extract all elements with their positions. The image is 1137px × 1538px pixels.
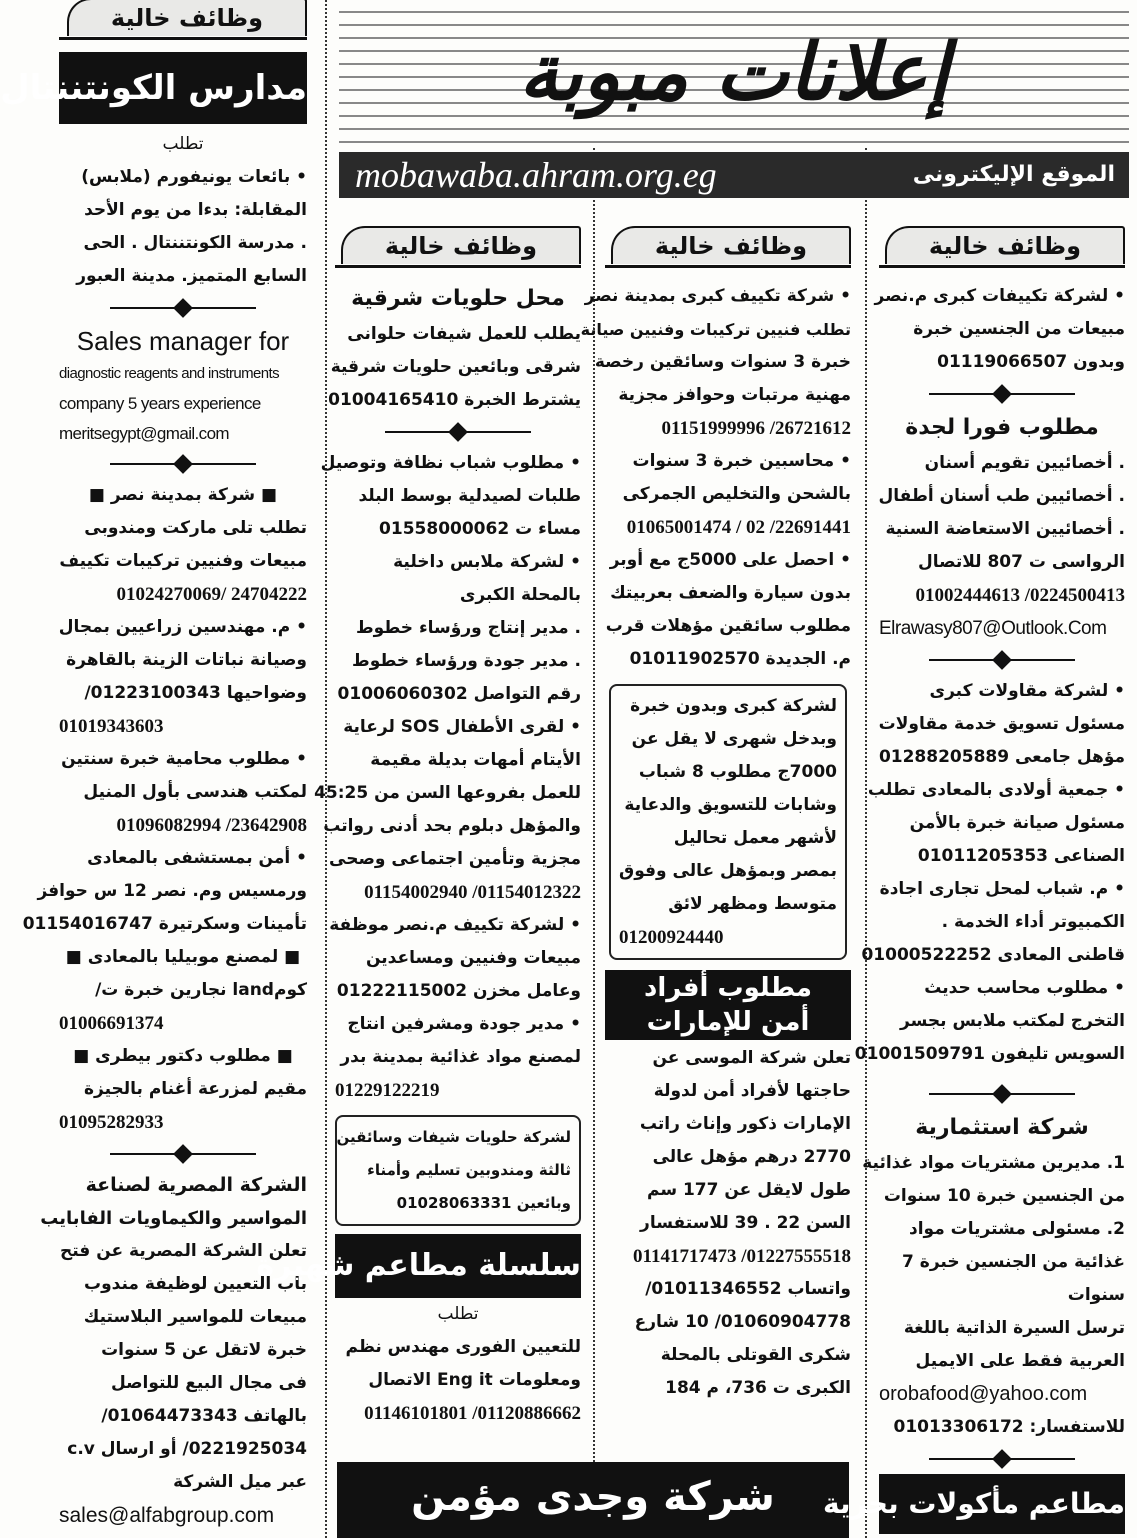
ad-line: • لشركة تكييف م.نصر موظفة — [329, 915, 581, 935]
ad-uniform — [59, 161, 307, 293]
banner-continental: مدارس الكونتننتال — [59, 52, 307, 124]
banner-line: أمن للإمارات — [646, 1007, 810, 1037]
ad-line: ورمسيس وم. نصر 12 س حوافز — [37, 881, 307, 901]
ad-line: • لقرى الأطفال SOS لرعاية — [343, 717, 581, 737]
ad-sales-manager — [59, 359, 307, 449]
ad-line: لشركة حلويات شيفات وسائقين — [336, 1128, 571, 1146]
ad-line: . مدير جودة ورؤساء خطوط — [352, 651, 581, 671]
column-3 — [580, 222, 851, 1454]
ad-line: . أخصائيين الاستعاضة السنية — [885, 519, 1125, 539]
ad-awladi-association — [867, 774, 1125, 873]
ad-line: وبدخل شهرى لا يقل عن — [631, 729, 837, 749]
section-header — [335, 222, 581, 270]
ad-line: مبيعات للمواسير البلاستيك — [83, 1307, 307, 1327]
ad-title: الشركة المصرية لصناعة — [85, 1174, 307, 1196]
ad-line: العربية فقط على الايميل — [915, 1351, 1125, 1371]
ad-phone: 01154012322/ 01154002940 — [364, 882, 581, 903]
ad-line: غذائية من الجنسين خبرة 7 — [902, 1252, 1125, 1272]
ad-title: ■ لمصنع موبيليا بالمعادى ■ — [65, 947, 301, 967]
ad-line: الكمبيوتر أداء الخدمة . — [941, 912, 1125, 932]
ad-title: شركة استثمارية — [915, 1115, 1089, 1140]
ad-line: لمصنع مواد غذائية بمدينة بدر — [340, 1047, 581, 1067]
banner-restaurant-chain: سلسلة مطاعم شهيرة — [335, 1234, 581, 1298]
ad-line: بالمحلة الكبرى — [459, 585, 581, 605]
ad-accountants — [605, 445, 851, 544]
ad-line: لمكتب هندسى بأول المنيل — [83, 782, 307, 802]
ad-line: طلبات لصيدلية بوسط البلد — [358, 486, 581, 506]
ad-phone: 01229122219 — [335, 1080, 440, 1101]
ad-line: الإمارات ذكور وإناث راتب — [639, 1114, 851, 1134]
ad-line: قاطنى المعادى 01000522252 — [861, 945, 1125, 965]
divider — [59, 293, 307, 323]
ad-line: لشركة كبرى وبدون خبرة — [630, 696, 837, 716]
ad-line: واتساب 01011346552/ — [645, 1279, 851, 1299]
ad-line: • بائعات يونيفورم (ملابس) — [81, 167, 307, 187]
divider — [59, 1139, 307, 1169]
ad-email[interactable]: orobafood@yahoo.com — [879, 1383, 1088, 1405]
banner-security-uae — [605, 970, 851, 1040]
ad-investment-company — [862, 1147, 1125, 1444]
ad-line: مبيعات وفنيين تركيبات تكييف — [59, 551, 307, 571]
ad-phone: 0224500413/ 01002444613 — [915, 585, 1125, 606]
ad-line: 0221925034/ أو ارسال c.v — [67, 1439, 307, 1459]
ad-line: • شركة تكييف كبرى بمدينة نصر — [584, 286, 851, 306]
ad-line: يطلب للعمل شيفات حلوانى — [347, 324, 581, 344]
ad-title: المواسير والكيماويات الفابايب — [40, 1208, 307, 1229]
boxed-ad-sweets-company — [335, 1115, 581, 1226]
ad-uber — [605, 544, 851, 676]
ad-nasr-city — [59, 479, 307, 611]
ad-line: وشابات للتسويق والدعاية — [624, 795, 837, 815]
ad-line: الأيتام أمهات بديلة مقيمة — [370, 750, 581, 770]
ad-line: والمؤهل دبلوم بحد أدنى رواتب — [323, 816, 581, 836]
section-header-label: وظائف خالية — [885, 226, 1125, 264]
ad-line: وضواحيها 01223100343/ — [84, 683, 307, 703]
ad-phone: 01120886662/ 01146101801 — [364, 1403, 581, 1424]
ad-phone: 01006691374 — [59, 1013, 164, 1034]
ad-line: شكرى القوتلى بالمحلة — [660, 1345, 851, 1365]
ad-line: مساء ت 01558000062 — [379, 519, 581, 539]
ad-agri-engineers — [59, 611, 307, 743]
ad-line: مبيعات من الجنسين خبرة — [913, 319, 1125, 339]
ad-sales-manager-title: Sales manager for — [76, 326, 290, 356]
ad-line: عبر ميل الشركة — [173, 1472, 307, 1492]
ad-line: . أخصائيين تقويم أسنان — [924, 453, 1125, 473]
ad-security-hospital — [22, 842, 307, 941]
ad-line: 2770 درهم مؤهل عالى — [652, 1147, 851, 1167]
ad-vet — [59, 1040, 307, 1139]
ad-line: • احصل على 5000ج مع أوبر — [609, 550, 851, 570]
subtitle: تطلب — [437, 1304, 479, 1324]
ad-line: لأشهر معمل تحاليل — [673, 828, 837, 848]
ad-line: ترسل السيرة الذاتية باللغة — [903, 1318, 1125, 1338]
header-rule — [879, 265, 1125, 268]
ad-line: يشترط الخبرة 01004165410 — [328, 390, 581, 410]
ad-title: ■ مطلوب دكتور بيطرى ■ — [73, 1046, 293, 1066]
ad-line: وبائعين 01028063331 — [396, 1194, 571, 1212]
ad-almousa-company — [605, 1042, 851, 1405]
ad-line: الكبرى ت 736، م 184 — [665, 1378, 851, 1398]
ad-line: كومandا نجارين خبرة ت/ — [95, 980, 307, 1000]
section-header-label: وظائف خالية — [341, 226, 581, 264]
masthead — [339, 0, 1129, 200]
ad-phone: 26721612/ 01151999996 — [661, 418, 851, 439]
masthead-url-bar — [339, 152, 1129, 198]
ad-line: فى مجال البيع للتواصل — [110, 1373, 307, 1393]
ad-email[interactable]: meritsegypt@gmail.com — [59, 424, 229, 443]
ad-line: • أمن بمستشفى بالمعادى — [87, 848, 307, 868]
ad-line: مبيعات وفنيين ومساعدين — [365, 948, 581, 968]
section-header — [605, 222, 851, 270]
divider — [335, 417, 581, 447]
ad-line: خبرة لاتقل عن 5 سنوات — [101, 1340, 307, 1360]
ad-line: باب التعيين لوظيفة مندوب — [83, 1274, 307, 1294]
ad-ac-company — [329, 909, 581, 1008]
ad-line: • لشركة مقاولات كبرى — [929, 681, 1125, 701]
ad-line: مؤهل جامعى 01288205889 — [878, 747, 1125, 767]
site-label: الموقع الإليكترونى — [912, 162, 1115, 187]
ad-line: مهنية مرتبات وحوافز مجزية — [618, 385, 851, 405]
ad-line: بالهاتف 01064473343/ — [101, 1406, 307, 1426]
ad-email[interactable]: Elrawasy807@Outlook.Com — [879, 618, 1107, 639]
ad-line: وعامل مخزن 01222115002 — [336, 981, 581, 1001]
ad-pipes-company — [40, 1169, 307, 1532]
ad-phone: 01095282933 — [59, 1112, 164, 1133]
ad-line: • م. مهندسين زراعيين بمجال — [58, 617, 307, 637]
column-4 — [823, 222, 1125, 1538]
ad-title: محل حلويات شرقية — [351, 286, 565, 311]
column-2 — [256, 222, 581, 1454]
ad-line: متوسط ومظهر لائق — [668, 894, 837, 914]
ad-line: • محاسبين خبرة 3 سنوات — [632, 451, 851, 471]
ad-line: . مدرسة الكونتننتال . الحى — [83, 233, 307, 253]
banner-seafood-restaurants: مطاعم مأكولات بحرية — [879, 1474, 1125, 1534]
ad-line: الصناعى 01011205353 — [917, 846, 1125, 866]
ad-line: company 5 years experience — [59, 394, 261, 413]
section-header — [59, 0, 307, 42]
banner-wagdy-moamen: شركة وجدى مؤمن — [337, 1462, 849, 1538]
ad-line: للتعيين الفورى مهندس نظم — [345, 1337, 581, 1357]
ad-phone: 24704222 /01024270069 — [116, 584, 307, 605]
ad-line: طول لايقل عن 177 سم — [646, 1180, 851, 1200]
ad-line: • مدير جودة ومشرفين انتاج — [347, 1014, 581, 1034]
column-separator — [593, 0, 595, 1538]
column-separator — [865, 0, 867, 1538]
ad-line: الرواسى ت 807 للاتصال — [917, 552, 1125, 572]
ad-line: • لشركة ملابس داخلية — [393, 552, 581, 572]
section-header — [879, 222, 1125, 270]
ad-line: سنوات — [1067, 1285, 1125, 1305]
site-url[interactable]: mobawaba.ahram.org.eg — [355, 155, 717, 195]
column-1 — [0, 0, 307, 1538]
ad-line: من الجنسين خبرة 10 سنوات — [883, 1186, 1125, 1206]
header-rule — [335, 265, 581, 268]
ad-line: التخرج لمكتب ملابس بجسر — [900, 1011, 1125, 1031]
ad-line: تطلب فنيين تركيبات وفنيين صيانة — [580, 320, 851, 339]
ad-line: بدون سيارة والضعف بعربيتك — [610, 583, 851, 603]
ad-line: مسئول صيانة خبرة بالأمن — [909, 813, 1125, 833]
ad-line: ثالثة ومندوبين تسليم وأمناء — [367, 1161, 571, 1179]
section-header-label: وظائف خالية — [611, 226, 851, 264]
ad-line: ومعلومات Eng it الاتصال — [368, 1370, 581, 1390]
ad-line: المقابلة: بدءا من يوم الأحد — [84, 200, 307, 220]
section-header-label: وظائف خالية — [67, 0, 307, 36]
ad-underwear-company — [335, 546, 581, 711]
boxed-ad-marketing — [609, 684, 847, 960]
ad-line: • لشركة تكييفات كبرى م.نصر — [874, 286, 1125, 306]
ad-line: رقم التواصل 01006060302 — [337, 684, 581, 704]
ad-line: 7000ج مطلوب 8 شباب — [638, 762, 837, 782]
divider — [879, 1444, 1125, 1474]
ad-line: وبدون 01119066507 — [937, 352, 1125, 372]
ad-line: • مطلوب محاسب حديث — [924, 978, 1125, 998]
ad-line: وصيانة نباتات الزينة بالقاهرة — [66, 650, 307, 670]
ad-phone: 23642908/ 01096082994 — [116, 815, 307, 836]
ad-line: تطلب تلى ماركت ومندوبى — [84, 518, 307, 538]
ad-line: م. الجديدة 01011902570 — [629, 649, 851, 669]
ad-line: شرقى وبائعين حلويات شرقية — [330, 357, 581, 377]
ad-line: مجزية وتأمين اجتماعى وصحى — [329, 849, 581, 869]
ad-email[interactable]: sales@alfabgroup.com — [59, 1504, 275, 1527]
ad-contracting — [879, 675, 1125, 774]
ad-shop-staff — [861, 873, 1125, 972]
ad-line: خبرة 3 سنوات وسائقين رخصة — [594, 352, 851, 372]
ad-title: ■ شركة بمدينة نصر ■ — [88, 485, 278, 505]
ad-systems-engineer — [335, 1331, 581, 1430]
header-rule — [605, 265, 851, 268]
ad-line: السابع المتميز. مدينة العبور — [76, 266, 307, 286]
ad-line: السن 22 . 39 للاستفسار — [640, 1213, 851, 1233]
ad-lawyer — [59, 743, 307, 842]
ad-line: بالشحن والتخليص الجمركى — [622, 484, 851, 504]
ad-sos-villages — [314, 711, 581, 909]
ad-line: مقيم لمزرعة أغنام بالجيزة — [83, 1079, 307, 1099]
ad-title: مطلوب فورا لجدة — [905, 415, 1099, 440]
ad-phone: 01019343603 — [59, 716, 164, 737]
ad-phone: للاستفسار: 01013306172 — [893, 1417, 1125, 1437]
ad-line: السويس تليفون 01001509791 — [854, 1044, 1125, 1064]
ad-line: تعلن شركة الموسى عن — [652, 1048, 851, 1068]
ad-line: 1. مديرين مشتريات مواد غذائية — [862, 1153, 1125, 1173]
ad-line: • جمعية أولادى بالمعادى تطلب — [867, 780, 1125, 800]
ad-line: للعمل بفروعها السن من 45:25 — [314, 783, 581, 803]
divider — [59, 449, 307, 479]
ad-line: بمصر وبمؤهل عالى وفوق — [619, 861, 837, 881]
divider — [879, 1079, 1125, 1109]
ad-line: • م. شباب لمحل تجارى اجادة — [879, 879, 1125, 899]
banner-line: مطلوب أفراد — [644, 973, 812, 1003]
header-rule — [59, 37, 307, 40]
ad-jeddah-dental — [879, 447, 1125, 645]
ad-line: • مطلوب محامية خبرة سنتين — [61, 749, 307, 769]
ad-line: . أخصائيين طب أسنان أطفال — [878, 486, 1125, 506]
ad-line: مطلوب سائقين مؤهلات قرب — [605, 616, 851, 636]
ad-big-ac-company — [580, 280, 851, 445]
ad-phone: 22691441/ 02 / 01065001474 — [626, 517, 851, 538]
column-separator — [325, 0, 327, 1538]
ad-accountant — [854, 972, 1125, 1071]
divider — [879, 645, 1125, 675]
ad-line: تعلن الشركة المصرية عن فتح — [59, 1241, 307, 1261]
ad-line: diagnostic reagents and instruments — [59, 365, 279, 382]
ad-line: 01060904778/ 10 شارع — [634, 1312, 851, 1332]
ad-pharmacy — [320, 447, 581, 546]
ad-line: . مدير إنتاج ورؤساء خطوط — [355, 618, 581, 638]
ad-line: مسئول تسويق خدمة مقاولات — [878, 714, 1125, 734]
divider — [879, 379, 1125, 409]
ad-line: 2. مسئولى مشتريات مواد — [909, 1219, 1125, 1239]
ad-ac-sales — [874, 280, 1125, 379]
ad-line: تأمينات وسكرتيرة 01154016747 — [22, 914, 307, 934]
ad-line: • مطلوب شباب نظافة وتوصيل — [320, 453, 581, 473]
ad-phone: 01200924440 — [619, 927, 724, 948]
ad-furniture-factory — [59, 941, 307, 1040]
ad-line: حاجتها لأفراد أمن لدولة — [653, 1081, 851, 1101]
masthead-title: إعلانات مبوبة — [519, 28, 949, 118]
subtitle: تطلب — [162, 134, 204, 154]
ad-food-factory — [335, 1008, 581, 1107]
ad-sweets-shop — [328, 318, 581, 417]
ad-phone: 01227555518/ 01141717473 — [633, 1246, 851, 1267]
